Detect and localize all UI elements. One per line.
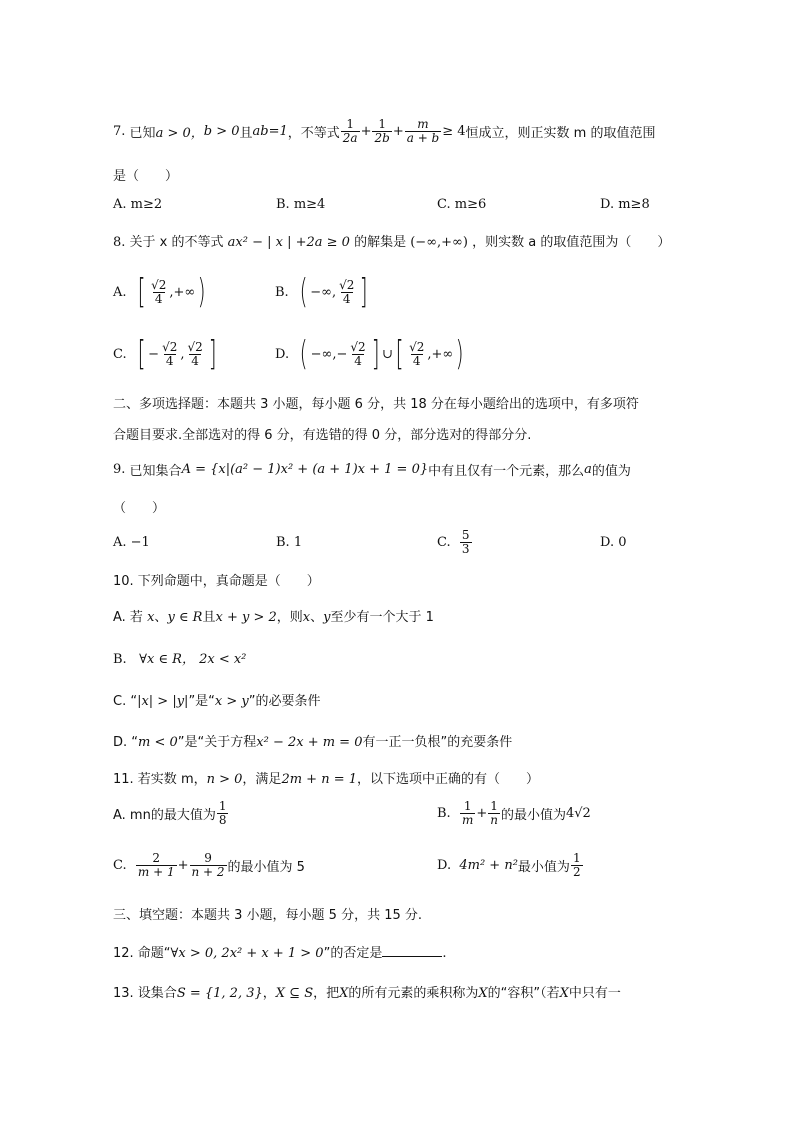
q9-option-a: A. −1 <box>113 535 150 550</box>
q8-option-c: C. [ − $\frac{√2}{4}$ , $\frac{√2}{4}$ ] <box>113 334 217 374</box>
q8-option-d: D. ( −∞, − $\frac{√2}{4}$ ] ∪ [ $\frac{√2}{4}$ ,+∞ ) <box>275 334 464 374</box>
q7-cond-b: b > 0 <box>203 123 240 139</box>
q7-fraction-2: $\frac{1}{2b}$ <box>374 116 390 145</box>
q9-paren: （ ） <box>113 501 166 516</box>
q9-option-d: D. 0 <box>600 535 627 550</box>
q10-option-a: A. 若 x、y ∈ R且x + y > 2，则x、y至少有一个大于 1 <box>113 610 434 625</box>
section2-line1: 二、多项选择题：本题共 3 小题，每小题 6 分，共 18 分在每小题给出的选项中，有多项符 <box>113 397 639 412</box>
q10-title: 10. 下列命题中，真命题是（ ） <box>113 574 320 589</box>
q7-option-c: C. m≥6 <box>437 197 487 212</box>
q7-text-3: ，不等式 <box>287 125 340 141</box>
q7-text-1: 已知 <box>129 125 156 141</box>
q8-option-b: B. ( −∞, $\frac{√2}{4}$ ] <box>275 272 368 312</box>
q7-fraction-1: $\frac{1}{2a}$ <box>342 116 358 145</box>
q12-answer-blank[interactable] <box>382 944 442 957</box>
q7-cond-a: a > 0， <box>155 125 204 141</box>
section2-line2: 合题目要求.全部选对的得 6 分，有选错的得 0 分，部分选对的得部分分. <box>113 428 532 443</box>
q7-option-a: A. m≥2 <box>113 197 163 212</box>
q7-text-4: 恒成立，则正实数 m 的取值范围 <box>465 125 656 141</box>
q10-option-d: D. “m < 0”是“关于方程x² − 2x + m = 0有一正一负根”的充要条件 <box>113 735 513 750</box>
q9-option-b: B. 1 <box>276 535 303 550</box>
q8-option-a: A. [ $\frac{√2}{4}$ ,+∞ ) <box>113 272 206 312</box>
q7-text-2: 且 <box>239 125 253 141</box>
q9-line1: 9. 已知集合 A = {x|(a² − 1)x² + (a + 1)x + 1 = 0} 中有且仅有一个元素，那么 a 的值为 <box>113 461 631 479</box>
q11-option-c: C. $\frac{2}{m + 1}$ + $\frac{9}{n + 2}$ 的最小值为 5 <box>113 850 305 879</box>
q13-line: 13. 设集合S = {1, 2, 3}，X ⊆ S，把X的所有元素的乘积称为X的“容积”（若X中只有一 <box>113 986 621 1001</box>
q10-option-c: C. “|x| > |y|”是“x > y”的必要条件 <box>113 694 321 709</box>
q12-line: 12. 命题“∀x > 0, 2x² + x + 1 > 0”的否定是 . <box>113 946 447 961</box>
section3-heading: 三、填空题：本题共 3 小题，每小题 5 分，共 15 分. <box>113 908 423 923</box>
q11-option-a: A. mn的最大值为 $\frac{1}{8}$ <box>113 798 227 827</box>
q7-fraction-3: $\frac{m}{a + b}$ <box>406 116 440 145</box>
q7-cond-ab: ab=1 <box>252 123 288 139</box>
q9-option-c: C. $\frac{5}{3}$ <box>437 527 470 556</box>
q8-line1: 8. 关于 x 的不等式 ax² − | x | +2a ≥ 0 的解集是 (−∞,+∞) ，则实数 a 的取值范围为（ ） <box>113 235 671 250</box>
q11-option-d: D. 4m² + n² 最小值为 $\frac{1}{2}$ <box>437 850 581 879</box>
q11-title: 11. 若实数 m，n > 0，满足2m + n = 1，以下选项中正确的有（ ） <box>113 772 540 787</box>
q11-option-b: B. $\frac{1}{m}$ + $\frac{1}{n}$ 的最小值为 4√2 <box>437 798 591 827</box>
q10-option-b: B. ∀x ∈ R， 2x < x² <box>113 652 247 667</box>
q8-set: (−∞,+∞) <box>410 235 468 250</box>
q7-option-d: D. m≥8 <box>600 197 650 212</box>
q8-expression: ax² − | x | +2a ≥ 0 <box>227 235 350 250</box>
q7-number: 7. <box>113 123 126 139</box>
q9-set: A = {x|(a² − 1)x² + (a + 1)x + 1 = 0} <box>181 461 429 477</box>
q7-line2: 是（ ） <box>113 169 179 184</box>
q7-option-b: B. m≥4 <box>276 197 326 212</box>
q7-ineq: ≥ 4 <box>442 123 466 139</box>
q7-line1: 7. 已知 a > 0， b > 0 且 ab=1 ，不等式 $\frac{1}{2a}$ + $\frac{1}{2b}$ + $\frac{m}{a + b}$ ≥ 4 恒成立，则正实数 m 的取值范围 <box>113 116 656 145</box>
